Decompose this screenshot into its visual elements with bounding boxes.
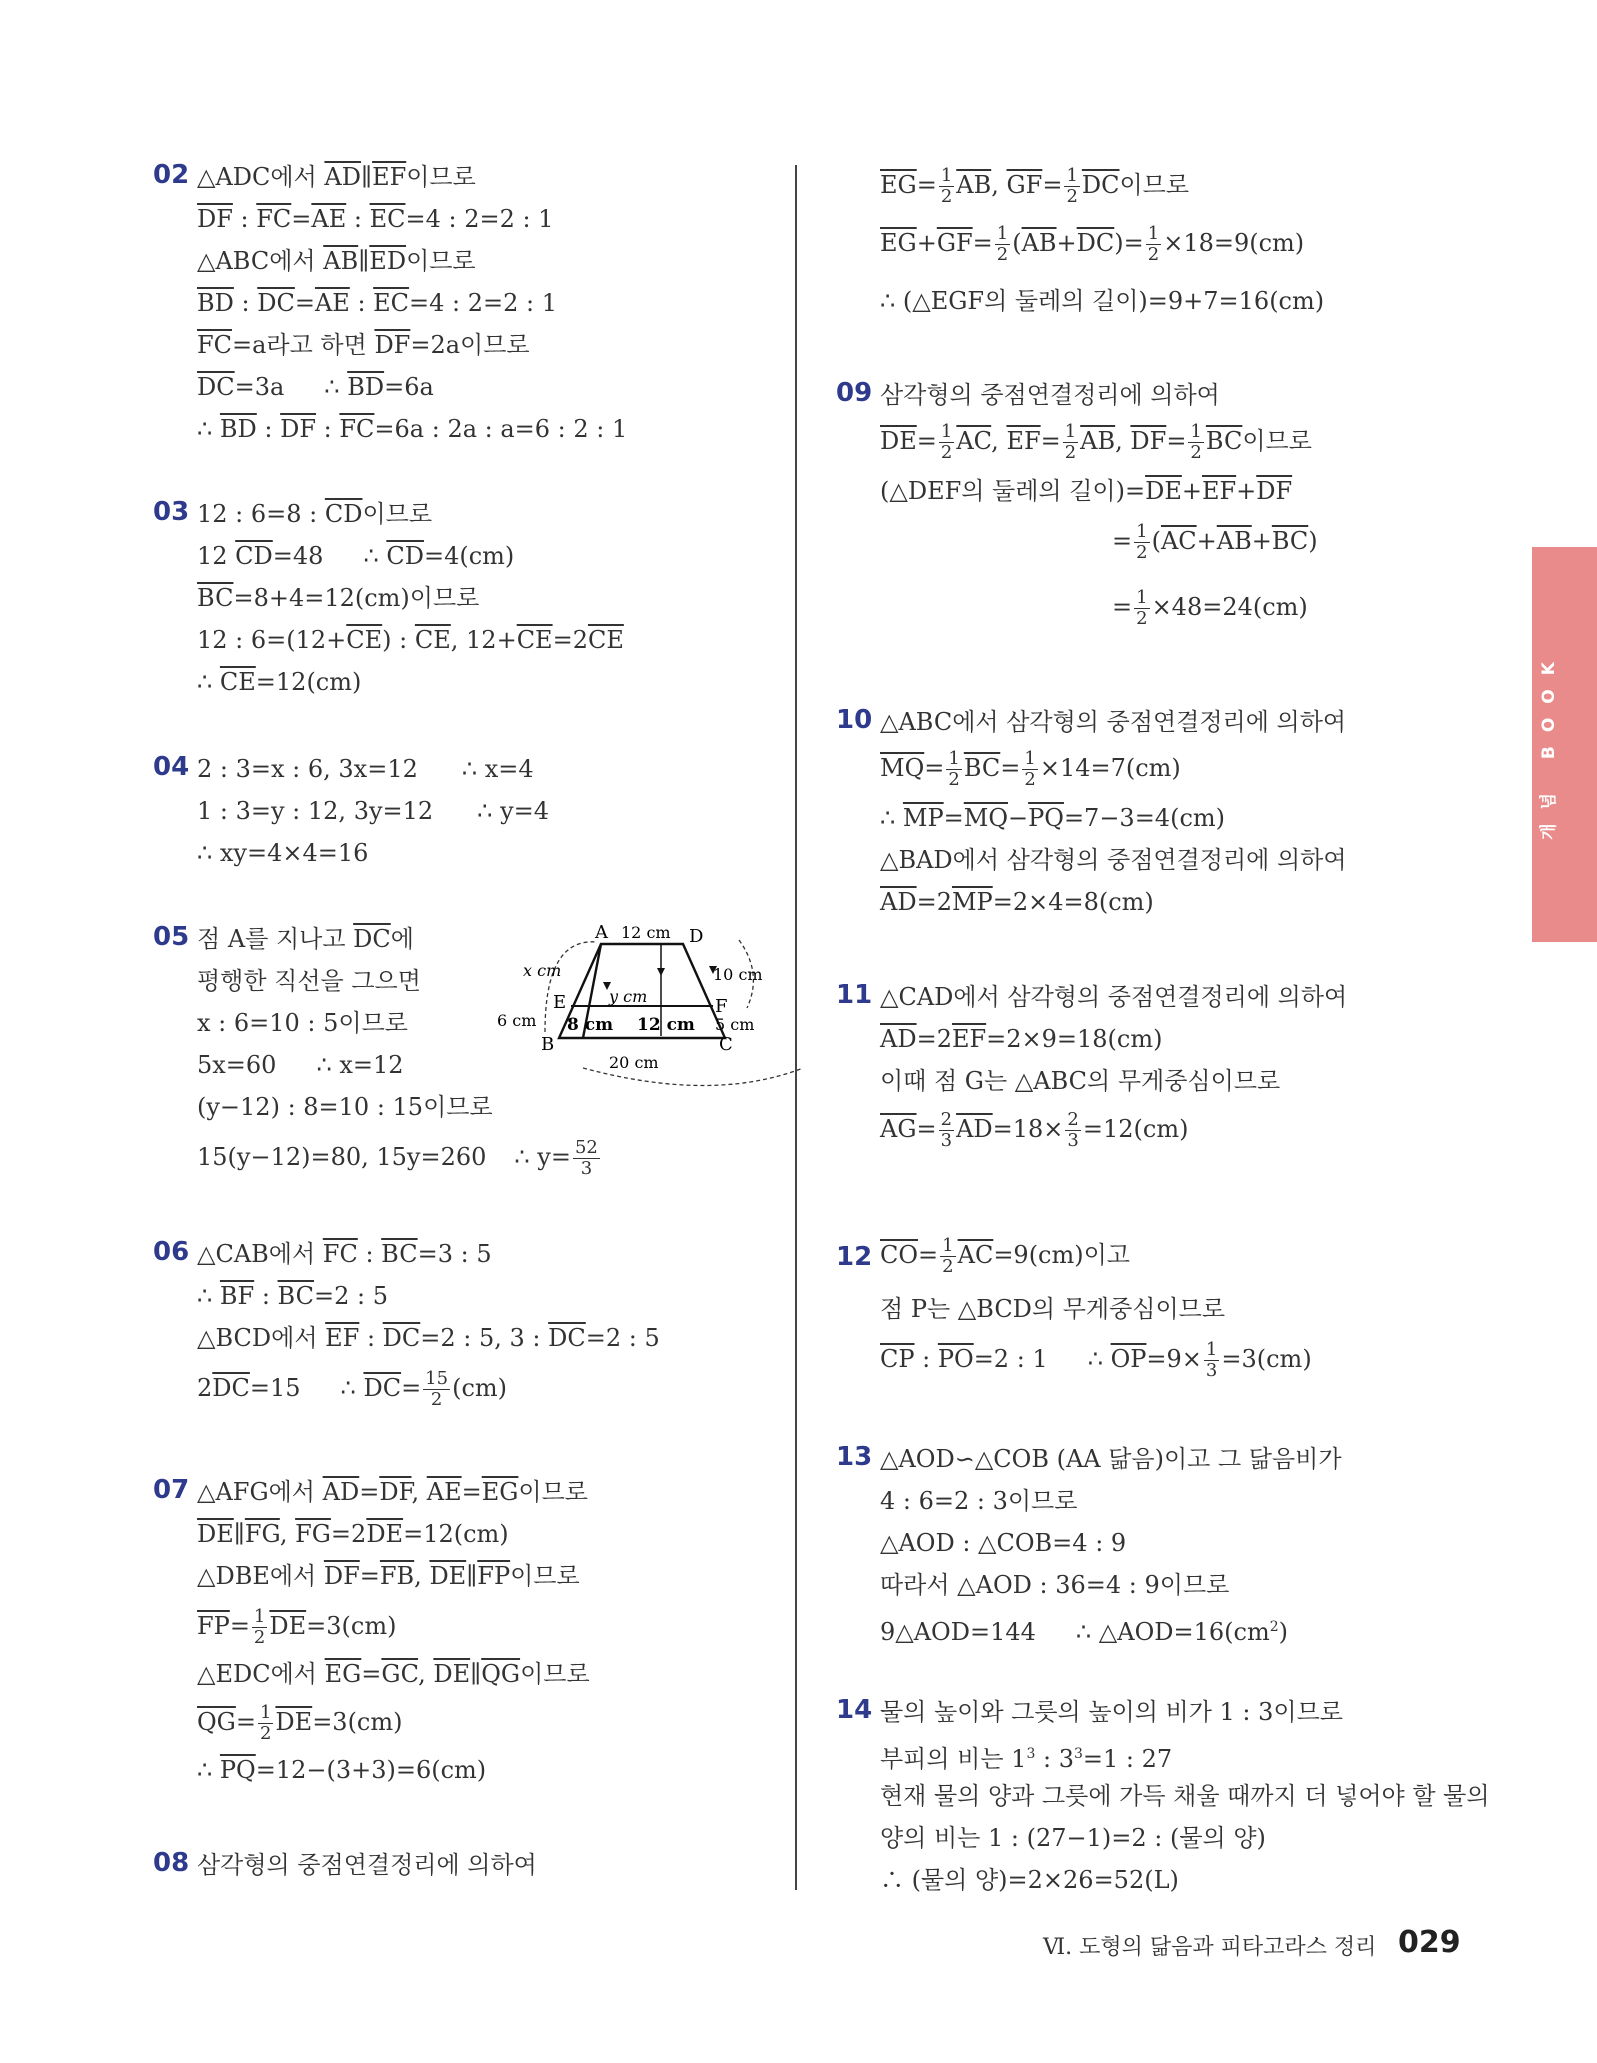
- solution-line: 삼각형의 중점연결정리에 의하여: [197, 1851, 537, 1879]
- solution-line: 12 : $6=(12+\overline{CE})$ : $\overline{CE}$, $12+\overline{CE}=2\overline{CE}$: [197, 626, 624, 654]
- solution-line: △CAB에서 $\overline{FC}$ : $\overline{BC}=3$ : 5: [197, 1240, 492, 1268]
- solution-line: 따라서 △AOD : 36=4 : 9이므로: [880, 1571, 1230, 1599]
- solution-line: 12 : 6=8 : $\overline{CD}$이므로: [197, 500, 433, 528]
- problem-number: 03: [153, 497, 190, 527]
- solution-line: $\overline{CP}$ : $\overline{PO}=2$ : 1 ∴ $\overline{OP}=9\times$ $\frac{1}{3}$ =3(cm): [880, 1339, 1312, 1381]
- solution-line: (y−12) : 8=10 : 15이므로: [197, 1093, 493, 1121]
- problem-07: [153, 1475, 773, 1805]
- solution-line: x : 6=10 : 5이므로: [197, 1009, 408, 1037]
- fraction: $\frac{1}{2}$: [1064, 421, 1077, 463]
- label-twelve: 12 cm: [637, 1015, 695, 1035]
- label-y: y cm: [609, 987, 648, 1006]
- solution-line: 부피의 비는 $1^3$ : $3^3=1$ : 27: [880, 1745, 1173, 1773]
- solution-line: $\overline{DC}=3a$ ∴ $\overline{BD}=6a$: [197, 373, 434, 401]
- problem-12: [836, 1230, 1476, 1410]
- solution-line: ∴ xy=4×4=16: [197, 839, 369, 867]
- problem-03: [153, 497, 773, 697]
- problem-05: [153, 922, 773, 1179]
- solution-line: 삼각형의 중점연결정리에 의하여: [880, 381, 1220, 409]
- solution-line: ∴ $\overline{MP}=\overline{MQ}-\overline{PQ}=7-3=4(cm)$: [880, 804, 1225, 832]
- problem-08-continued: [836, 160, 1476, 325]
- solution-line: 15(y−12)=80, 15y=260 ∴ y= $\frac{52}{3}$: [197, 1137, 598, 1179]
- solution-line: ∴ $\overline{BD}$ : $\overline{DF}$ : $\overline{FC}=6a$ : 2a : a=6 : 2 : 1: [197, 415, 628, 443]
- solution-line: △CAD에서 삼각형의 중점연결정리에 의하여: [880, 983, 1348, 1011]
- fraction: $\frac{1}{2}$: [1136, 521, 1148, 563]
- problem-number: 02: [153, 160, 190, 190]
- solution-line: $\overline{DE}=$ $\frac{1}{2}$ $\overline{AC}$, $\overline{EF}=$ $\frac{1}{2}$ $\overline{AB}$, $\overline{DF}=$ $\frac{1}{2}$ $\overline{BC}$이므로: [880, 421, 1312, 463]
- side-tab: [1532, 547, 1597, 942]
- solution-line: = $\frac{1}{2}$ $(\overline{AC}+\overline{AB}+\overline{BC})$: [1112, 521, 1318, 563]
- solution-line: △EDC에서 $\overline{EG}=\overline{GC}$, $\overline{DE}\parallel\overline{QG}$이므로: [197, 1660, 590, 1688]
- fraction: $\frac{1}{2}$: [1190, 421, 1202, 463]
- fraction: $\frac{2}{3}$: [940, 1109, 953, 1151]
- problem-09: [836, 378, 1476, 658]
- problem-14: [836, 1695, 1490, 1905]
- problem-10: [836, 705, 1476, 915]
- problem-number: 08: [153, 1848, 190, 1878]
- problem-number: 04: [153, 752, 190, 782]
- solution-line: △BCD에서 $\overline{EF}$ : $\overline{DC}=2$ : 5, 3 : $\overline{DC}=2$ : 5: [197, 1324, 660, 1352]
- problem-number: 06: [153, 1237, 190, 1267]
- fraction: $\frac{1}{2}$: [996, 223, 1009, 265]
- label-ten: 10 cm: [713, 965, 763, 984]
- problem-13: [836, 1442, 1476, 1652]
- problem-02: [153, 160, 773, 443]
- solution-line: $\overline{DF}$ : $\overline{FC}=\overline{AE}$ : $\overline{EC}=4$ : 2=2 : 1: [197, 205, 554, 233]
- solution-line: ∴ $\overline{BF}$ : $\overline{BC}=2$ : 5: [197, 1282, 388, 1310]
- problem-number: 12: [836, 1242, 873, 1272]
- problem-06: [153, 1237, 773, 1427]
- label-x: x cm: [523, 961, 562, 980]
- label-eight: 8 cm: [567, 1015, 614, 1035]
- solution-line: △ABC에서 $\overline{AB}\parallel\overline{ED}$이므로: [197, 247, 476, 275]
- problem-number: 11: [836, 980, 873, 1010]
- solution-line: △ADC에서 $\overline{AD}\parallel\overline{EF}$이므로: [197, 163, 476, 191]
- solution-line: 양의 비는 1 : (27−1)=2 : (물의 양): [880, 1824, 1266, 1852]
- solution-line: ∴ $\overline{CE}=12(cm)$: [197, 668, 362, 696]
- page-number: 029: [1398, 1925, 1461, 1960]
- solution-line: $\overline{EG}+\overline{GF}=$ $\frac{1}{2}$ $(\overline{AB}+\overline{DC})=$ $\frac{1}{2}$ ×18=9(cm): [880, 223, 1305, 265]
- solution-line: $\overline{QG}=$ $\frac{1}{2}$ $\overline{DE}=3(cm)$: [197, 1702, 403, 1744]
- solution-line: = $\frac{1}{2}$ ×48=24(cm): [1112, 587, 1308, 629]
- solution-line: △AOD∽△COB (AA 닮음)이고 그 닮음비가: [880, 1445, 1342, 1473]
- solution-line: 점 A를 지나고 $\overline{DC}$에: [197, 925, 414, 953]
- fraction: $\frac{1}{2}$: [948, 748, 960, 790]
- trapezoid-diagram: [497, 918, 773, 1078]
- solution-line: $\overline{BC}=8+4=12(cm)$이므로: [197, 584, 480, 612]
- problem-number: 13: [836, 1442, 873, 1472]
- fraction: $\frac{1}{2}$: [259, 1702, 272, 1744]
- solution-line: $\overline{AD}=2\overline{MP}=2\times 4=8(cm)$: [880, 888, 1154, 916]
- fraction: $\frac{1}{2}$: [1147, 223, 1160, 265]
- solution-line: 4 : 6=2 : 3이므로: [880, 1487, 1078, 1515]
- label-D: D: [689, 926, 704, 947]
- fraction: $\frac{2}{3}$: [1067, 1109, 1079, 1151]
- label-twenty: 20 cm: [609, 1053, 659, 1072]
- solution-line: △ABC에서 삼각형의 중점연결정리에 의하여: [880, 708, 1347, 736]
- solution-line: $\overline{DE}\parallel\overline{FG}$, $\overline{FG}=2\overline{DE}=12(cm)$: [197, 1520, 509, 1548]
- fraction: $\frac{1}{2}$: [940, 421, 953, 463]
- label-six: 6 cm: [497, 1011, 537, 1030]
- arrow-mark: [657, 968, 665, 976]
- fraction: $\frac{1}{2}$: [1136, 587, 1148, 629]
- label-B: B: [541, 1034, 555, 1055]
- solution-line: 이때 점 G는 △ABC의 무게중심이므로: [880, 1067, 1281, 1095]
- problem-11: [836, 980, 1476, 1170]
- fraction: $\frac{1}{2}$: [1024, 748, 1036, 790]
- solution-line: 9△AOD=144 ∴ $\triangle AOD=16(cm^2)$: [880, 1618, 1289, 1646]
- label-A: A: [595, 922, 608, 943]
- solution-line: $\overline{EG}=$ $\frac{1}{2}$ $\overline{AB}$, $\overline{GF}=$ $\frac{1}{2}$ $\overline{DC}$이므로: [880, 165, 1190, 207]
- side-tab-label: 개념 BOOK: [1539, 648, 1559, 840]
- solution-line: 점 P는 △BCD의 무게중심이므로: [880, 1295, 1226, 1323]
- solution-line: 평행한 직선을 그으면: [197, 967, 421, 995]
- problem-number: 07: [153, 1475, 190, 1505]
- label-E: E: [553, 992, 567, 1013]
- solution-line: $\overline{AG}=$ $\frac{2}{3}$ $\overline{AD}=18\times$ $\frac{2}{3}$ =12(cm): [880, 1109, 1189, 1151]
- fraction: $\frac{1}{2}$: [253, 1606, 266, 1648]
- chapter-title: Ⅵ. 도형의 닮음과 피타고라스 정리: [1043, 1935, 1377, 1960]
- solution-line: △DBE에서 $\overline{DF}=\overline{FB}$, $\overline{DE}\parallel\overline{FP}$이므로: [197, 1562, 580, 1590]
- label-F: F: [715, 996, 728, 1017]
- solution-line: 12 $\overline{CD}=48$ ∴ $\overline{CD}=4(cm)$: [197, 542, 515, 570]
- solution-line: 1 : 3=y : 12, 3y=12 ∴ y=4: [197, 797, 550, 825]
- solution-line: △AFG에서 $\overline{AD}=\overline{DF}$, $\overline{AE}=\overline{EG}$이므로: [197, 1478, 588, 1506]
- solution-line: 물의 높이와 그릇의 높이의 비가 1 : 3이므로: [880, 1698, 1343, 1726]
- solution-line: △BAD에서 삼각형의 중점연결정리에 의하여: [880, 846, 1347, 874]
- solution-line: $\overline{FP}=$ $\frac{1}{2}$ $\overline{DE}=3(cm)$: [197, 1606, 397, 1648]
- problem-04: [153, 752, 773, 872]
- solution-line: ∴ $\overline{PQ}=12-(3+3)=6(cm)$: [197, 1756, 487, 1784]
- fraction: $\frac{1}{2}$: [940, 165, 953, 207]
- solution-line: $\overline{MQ}=$ $\frac{1}{2}$ $\overline{BC}=$ $\frac{1}{2}$ ×14=7(cm): [880, 748, 1181, 790]
- fraction: $\frac{1}{2}$: [942, 1235, 954, 1277]
- label-top-length: 12 cm: [621, 923, 671, 942]
- solution-line: (△DEF의 둘레의 길이)$=\overline{DE}+\overline{EF}+\overline{DF}$: [880, 477, 1293, 505]
- label-five: 5 cm: [715, 1015, 755, 1034]
- problem-number: 05: [153, 922, 190, 952]
- label-C: C: [719, 1034, 733, 1055]
- solution-line: $\overline{CO}=$ $\frac{1}{2}$ $\overline{AC}=9(cm)$이고: [880, 1235, 1130, 1277]
- column-divider: [795, 165, 797, 1890]
- solution-line: $\overline{BD}$ : $\overline{DC}=\overline{AE}$ : $\overline{EC}=4$ : 2=2 : 1: [197, 289, 558, 317]
- solution-line: ∴ (물의 양)=2×26=52(L): [880, 1866, 1179, 1894]
- fraction: $\frac{15}{2}$: [425, 1368, 449, 1410]
- solution-line: △AOD : △COB=4 : 9: [880, 1529, 1127, 1557]
- solution-line: 2 : 3=x : 6, 3x=12 ∴ x=4: [197, 755, 534, 783]
- problem-number: 10: [836, 705, 873, 735]
- solution-line: 5x=60 ∴ x=12: [197, 1051, 404, 1079]
- problem-number: 09: [836, 378, 873, 408]
- solution-line: ∴ (△EGF의 둘레의 길이)=9+7=16(cm): [880, 287, 1325, 315]
- fraction: $\frac{1}{2}$: [1066, 165, 1078, 207]
- fraction: $\frac{1}{3}$: [1205, 1339, 1218, 1381]
- problem-08: [153, 1848, 773, 1888]
- solution-line: $2\overline{DC}=15$ ∴ $\overline{DC}=$ $\frac{15}{2}$ (cm): [197, 1368, 508, 1410]
- problem-number: 14: [836, 1695, 873, 1725]
- solution-line: $\overline{FC}=a$라고 하면 $\overline{DF}=2a$이므로: [197, 331, 530, 359]
- solution-line: $\overline{AD}=2\overline{EF}=2\times 9=18(cm)$: [880, 1025, 1163, 1053]
- fraction: $\frac{52}{3}$: [574, 1137, 598, 1179]
- solution-line: 현재 물의 양과 그릇에 가득 채울 때까지 더 넣어야 할 물의: [880, 1782, 1490, 1810]
